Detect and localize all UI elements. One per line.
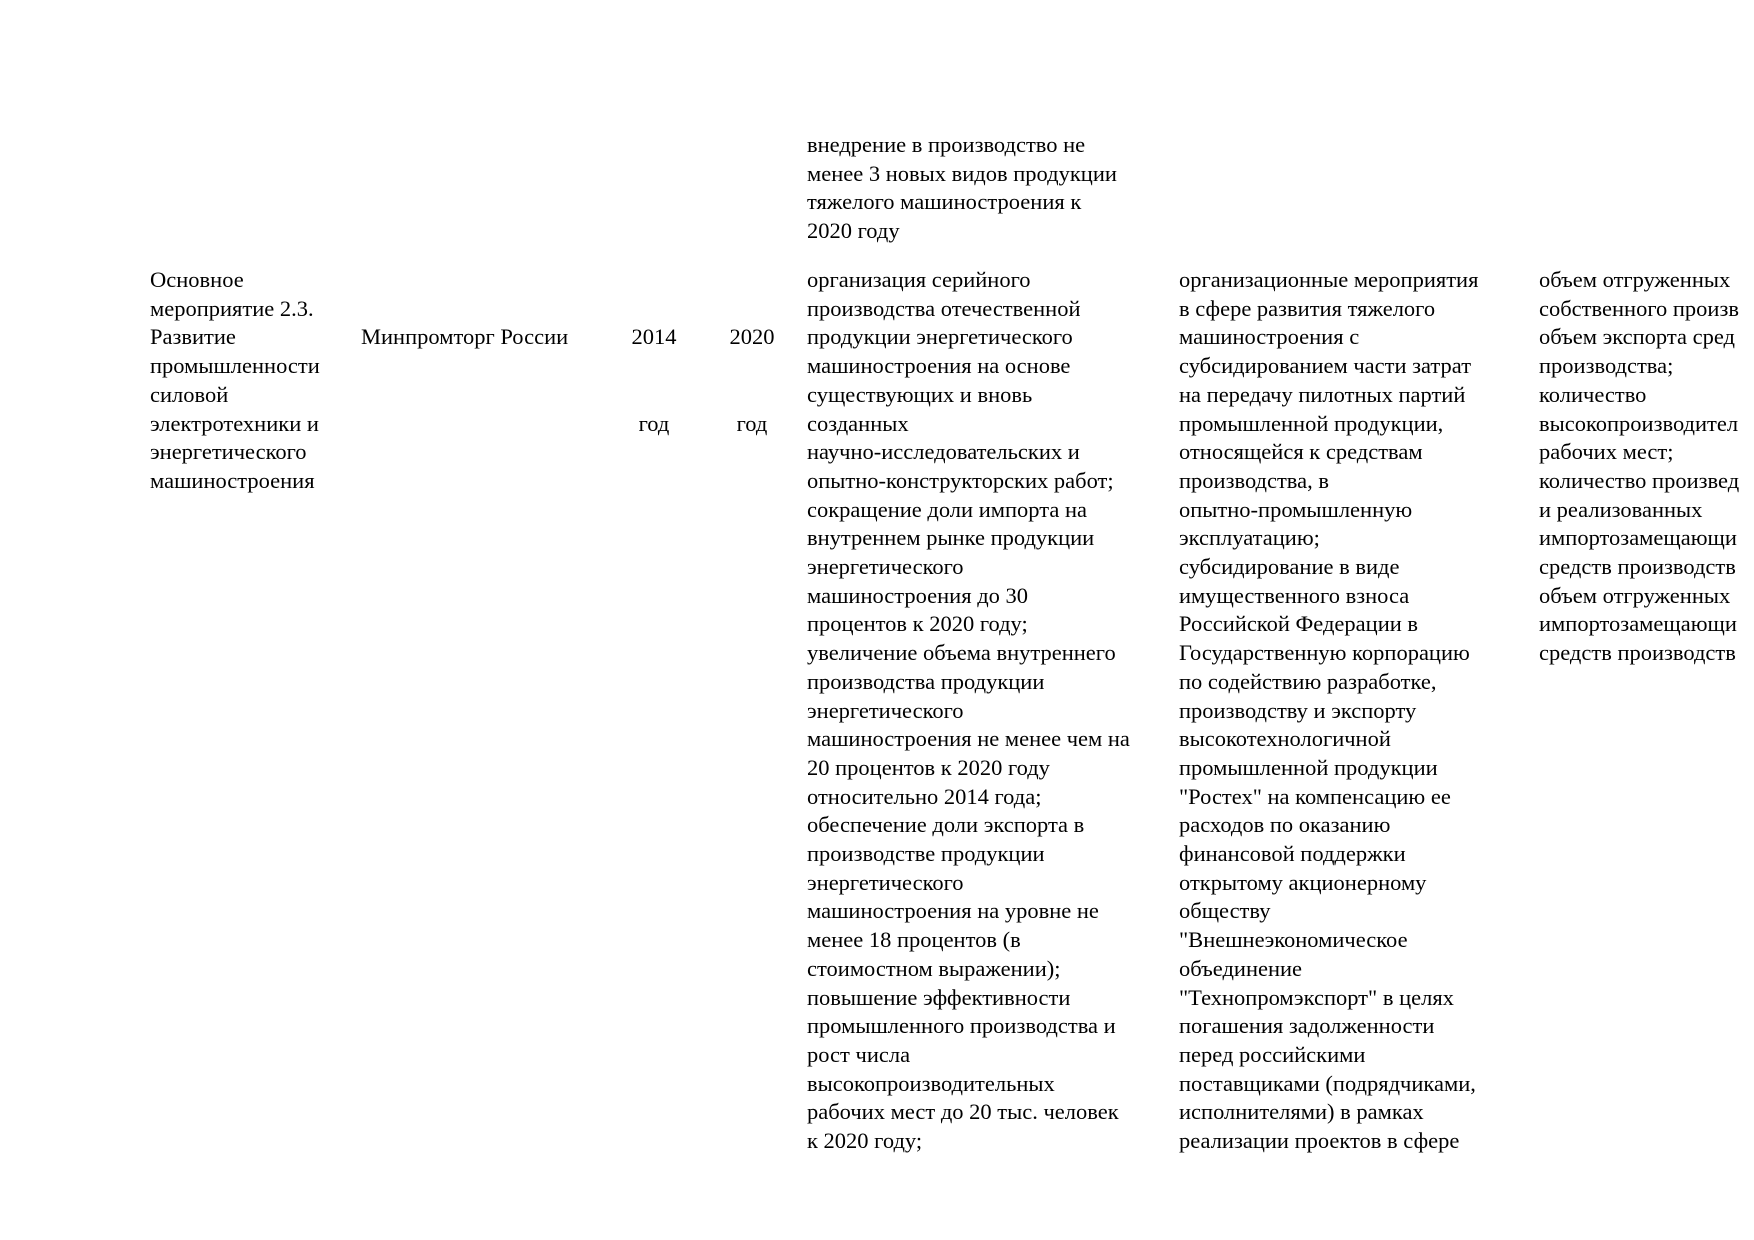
text-line: машиностроения на основе <box>807 353 1071 379</box>
text-line: высокопроизводител <box>1539 410 1739 436</box>
text-line: количество произвед <box>1539 467 1740 493</box>
text-line: импортозамещающи <box>1539 525 1737 551</box>
text-line: производства; <box>1539 353 1674 379</box>
text-line: финансовой поддержки <box>1179 841 1406 867</box>
text-line: существующих и вновь <box>807 381 1033 407</box>
previous-row-results-cell <box>807 131 1177 246</box>
text-line: рабочих мест; <box>1539 439 1674 465</box>
text-line: эксплуатацию; <box>1179 525 1320 551</box>
end-year-cell <box>720 266 784 496</box>
text-line: высокотехнологичной <box>1179 726 1391 752</box>
text-line: и реализованных <box>1539 496 1703 522</box>
text-line: объединение <box>1179 955 1303 981</box>
text-line: Государственную корпорацию <box>1179 640 1470 666</box>
text-line: машиностроения до 30 <box>807 582 1029 608</box>
text-line: объем отгруженных <box>1539 267 1731 292</box>
text-line: тяжелого машиностроения к <box>807 189 1082 215</box>
text-line: открытому акционерному <box>1179 869 1427 895</box>
text-line: энергетического <box>807 554 964 580</box>
text-line: Основное <box>150 267 244 292</box>
text-line: электротехники и <box>150 410 319 436</box>
text-line: менее 18 процентов (в <box>807 927 1021 953</box>
text-line: промышленного производства и <box>807 1013 1116 1039</box>
text-line: обеспечение доли экспорта в <box>807 812 1085 838</box>
start-year: 2014 <box>631 324 677 350</box>
text-line: машиностроения на уровне не <box>807 898 1099 924</box>
text-line: имущественного взноса <box>1179 582 1410 608</box>
text-line: промышленности <box>150 353 320 379</box>
text-line: опытно-конструкторских работ; <box>807 467 1114 493</box>
text-line: собственного произв <box>1539 295 1739 321</box>
text-line: внедрение в производство не <box>807 132 1086 157</box>
text-line: энергетического <box>807 697 964 723</box>
end-year: 2020 <box>729 324 775 350</box>
text-line: в сфере развития тяжелого <box>1179 295 1436 321</box>
text-line: погашения задолженности <box>1179 1013 1435 1039</box>
text-line: производства продукции <box>807 668 1045 694</box>
text-line: перед российскими <box>1179 1041 1366 1067</box>
measures-cell <box>1179 266 1524 1156</box>
text-line: стоимостном выражении); <box>807 955 1061 981</box>
text-line: машиностроения не менее чем на <box>807 726 1130 752</box>
start-year-unit: год <box>638 410 670 436</box>
text-line: силовой <box>150 381 229 407</box>
text-line: по содействию разработке, <box>1179 668 1437 694</box>
text-line: опытно-промышленную <box>1179 496 1413 522</box>
text-line: исполнителями) в рамках <box>1179 1099 1424 1125</box>
text-line: "Технопромэкспорт" в целях <box>1179 984 1454 1010</box>
text-line: "Внешнеэкономическое <box>1179 927 1408 953</box>
executor-text: Минпромторг России <box>361 324 569 350</box>
text-line: повышение эффективности <box>807 984 1071 1010</box>
start-year-cell <box>622 266 686 496</box>
text-line: на передачу пилотных партий <box>1179 381 1466 407</box>
indicators-cell <box>1539 266 1754 668</box>
activity-cell <box>150 266 350 496</box>
text-line: мероприятие 2.3. <box>150 295 314 321</box>
text-line: количество <box>1539 381 1647 407</box>
text-line: субсидирование в виде <box>1179 554 1400 580</box>
text-line: производства, в <box>1179 467 1329 493</box>
text-line: расходов по оказанию <box>1179 812 1391 838</box>
text-line: 20 процентов к 2020 году <box>807 754 1050 780</box>
text-line: объем отгруженных <box>1539 582 1731 608</box>
text-line: машиностроения <box>150 467 315 493</box>
text-line: к 2020 году; <box>807 1128 923 1154</box>
text-line: обществу <box>1179 898 1271 924</box>
text-line: реализации проектов в сфере <box>1179 1128 1460 1154</box>
text-line: высокопроизводительных <box>807 1070 1055 1096</box>
end-year-unit: год <box>736 410 768 436</box>
text-line: процентов к 2020 году; <box>807 611 1028 637</box>
text-line: продукции энергетического <box>807 324 1073 350</box>
text-line: производства отечественной <box>807 295 1081 321</box>
text-line: средств производств <box>1539 554 1736 580</box>
executor-cell <box>361 266 611 410</box>
text-line: Развитие <box>150 324 236 350</box>
text-line: поставщиками (подрядчиками, <box>1179 1070 1476 1096</box>
text-line: Российской Федерации в <box>1179 611 1419 637</box>
text-line: "Ростех" на компенсацию ее <box>1179 783 1451 809</box>
text-line: субсидированием части затрат <box>1179 353 1472 379</box>
text-line: организационные мероприятия <box>1179 267 1479 292</box>
text-line: сокращение доли импорта на <box>807 496 1087 522</box>
text-line: созданных <box>807 410 909 436</box>
text-line: относительно 2014 года; <box>807 783 1042 809</box>
text-line: организация серийного <box>807 267 1031 292</box>
text-line: рост числа <box>807 1041 911 1067</box>
text-line: рабочих мест до 20 тыс. человек <box>807 1099 1119 1125</box>
text-line: импортозамещающи <box>1539 611 1737 637</box>
text-line: увеличение объема внутреннего <box>807 640 1116 666</box>
text-line: промышленной продукции, <box>1179 410 1444 436</box>
text-line: машиностроения с <box>1179 324 1360 350</box>
text-line: производстве продукции <box>807 841 1045 867</box>
text-line: энергетического <box>807 869 964 895</box>
text-line: 2020 году <box>807 218 900 244</box>
text-line: внутреннем рынке продукции <box>807 525 1095 551</box>
text-line: промышленной продукции <box>1179 754 1438 780</box>
text-line: менее 3 новых видов продукции <box>807 160 1117 186</box>
expected-results-cell <box>807 266 1177 1156</box>
text-line: относящейся к средствам <box>1179 439 1423 465</box>
text-line: объем экспорта сред <box>1539 324 1735 350</box>
text-line: научно-исследовательских и <box>807 439 1080 465</box>
text-line: средств производств <box>1539 640 1736 666</box>
text-line: энергетического <box>150 439 307 465</box>
text-line: производству и экспорту <box>1179 697 1417 723</box>
